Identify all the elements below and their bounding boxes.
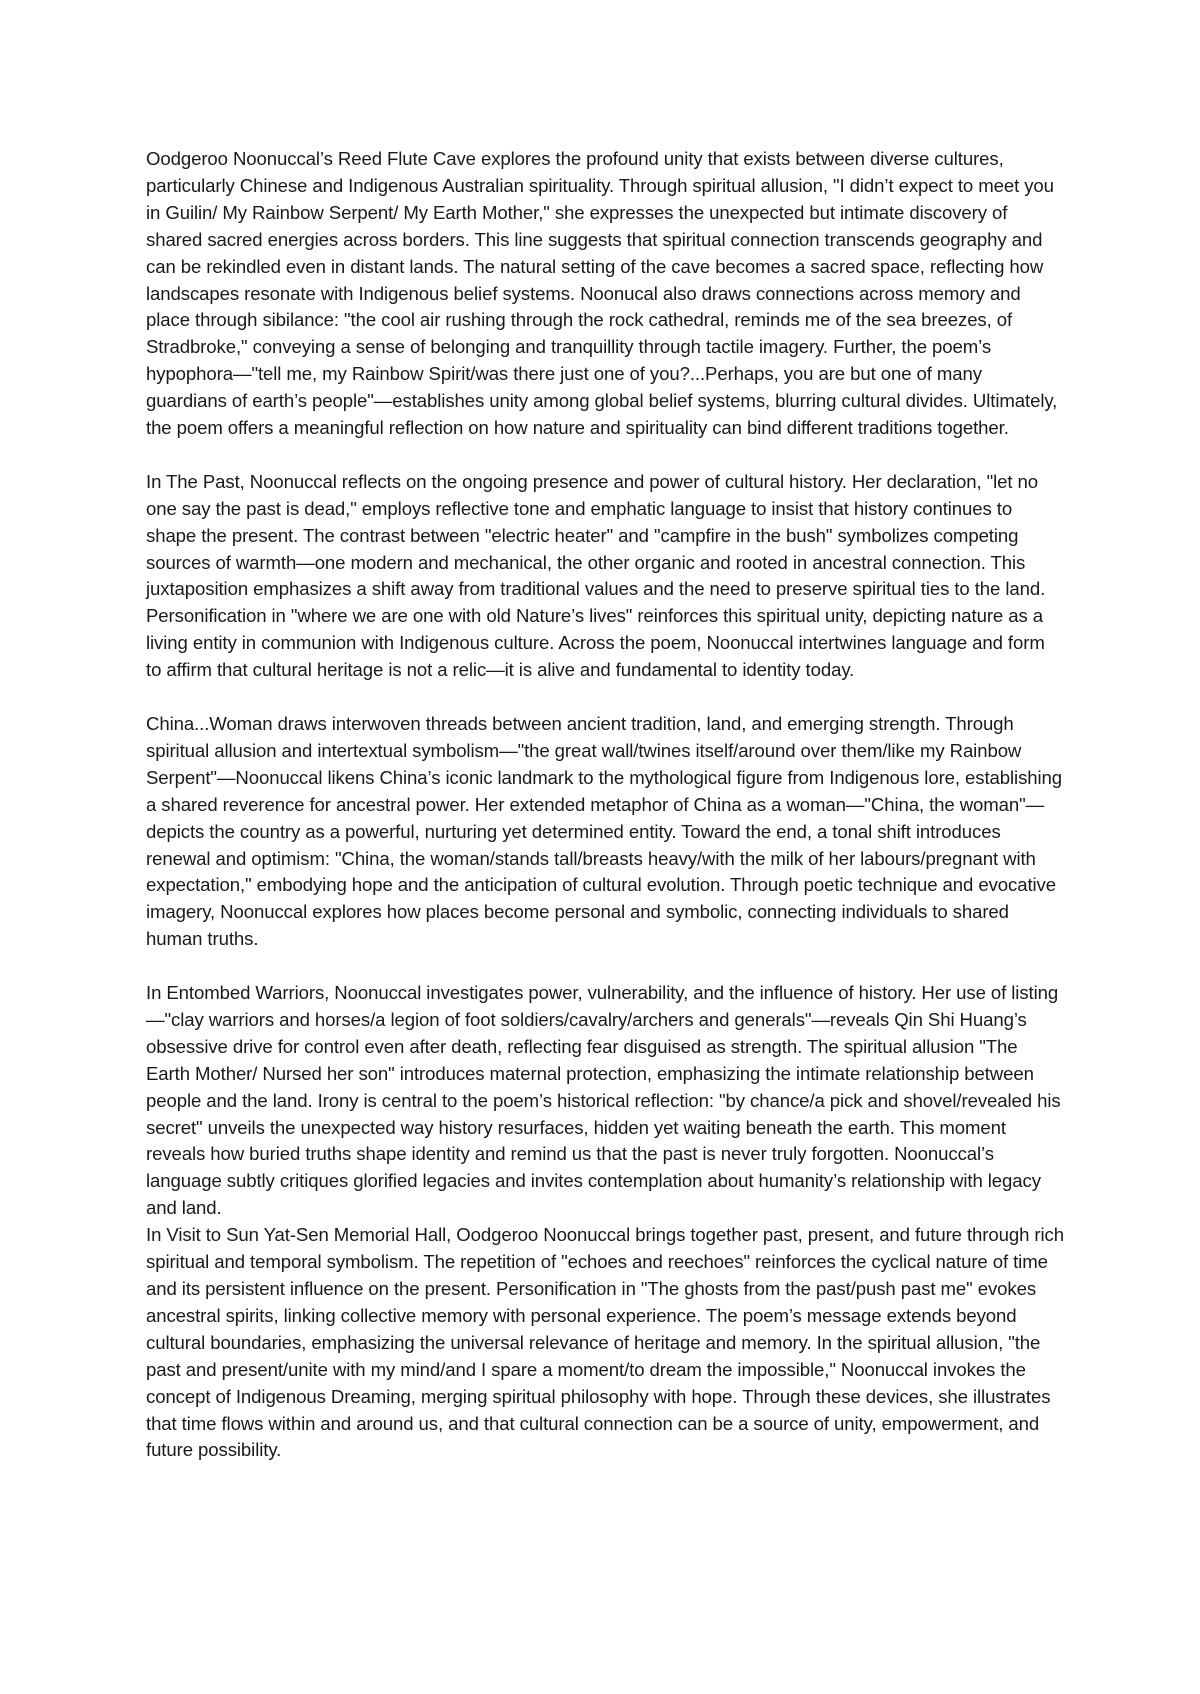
paragraph-sun-yat-sen-memorial-hall: In Visit to Sun Yat-Sen Memorial Hall, Oodgeroo Noonuccal brings together past, present, and future through rich spiritual and temporal symbolism. The repetition of "echoes and reechoes" reinforces the cyclical nature of time and its persistent influence on the present. Personification in "The ghosts from the past/push past me" evokes ancestral spirits, linking collective memory with personal experience. The poem’s message extends beyond cultural boundaries, emphasizing the universal relevance of heritage and memory. In the spiritual allusion, "the past and present/unite with my mind/and I spare a moment/to dream the impossible," Noonuccal invokes the concept of Indigenous Dreaming, merging spiritual philosophy with hope. Through these devices, she illustrates that time flows within and around us, and that cultural connection can be a source of unity, empowerment, and future possibility. [146, 1224, 1064, 1461]
paragraph-reed-flute-cave: Oodgeroo Noonuccal’s Reed Flute Cave explores the profound unity that exists between diverse cultures, particularly Chinese and Indigenous Australian spirituality. Through spiritual allusion, "I didn’t expect to meet you in Guilin/ My Rainbow Serpent/ My Earth Mother," she expresses the unexpected but intimate discovery of shared sacred energies across borders. This line suggests that spiritual connection transcends geography and can be rekindled even in distant lands. The natural setting of the cave becomes a sacred space, reflecting how landscapes resonate with Indigenous belief systems. Noonucal also draws connections across memory and place through sibilance: "the cool air rushing through the rock cathedral, reminds me of the sea breezes, of Stradbroke," conveying a sense of belonging and tranquillity through tactile imagery. Further, the poem’s hypophora—"tell me, my Rainbow Spirit/was there just one of you?...Perhaps, you are but one of many guardians of earth’s people"—establishes unity among global belief systems, blurring cultural divides. Ultimately, the poem offers a meaningful reflection on how nature and spirituality can bind different traditions together. [146, 148, 1058, 439]
document-body [146, 146, 1064, 1464]
paragraph-the-past: In The Past, Noonuccal reflects on the ongoing presence and power of cultural history. Her declaration, "let no one say the past is dead," employs reflective tone and emphatic language to insist that history continues to shape the present. The contrast between "electric heater" and "campfire in the bush" symbolizes competing sources of warmth—one modern and mechanical, the other organic and rooted in ancestral connection. This juxtaposition emphasizes a shift away from traditional values and the need to preserve spiritual ties to the land. Personification in "where we are one with old Nature’s lives" reinforces this spiritual unity, depicting nature as a living entity in communion with Indigenous culture. Across the poem, Noonuccal intertwines language and form to affirm that cultural heritage is not a relic—it is alive and fundamental to identity today. [146, 470, 1046, 681]
paragraph-china-woman: China...Woman draws interwoven threads between ancient tradition, land, and emerging strength. Through spiritual allusion and intertextual symbolism—"the great wall/twines itself/around over them/like my Rainbow Serpent"—Noonuccal likens China’s iconic landmark to the mythological figure from Indigenous lore, establishing a shared reverence for ancestral power. Her extended metaphor of China as a woman—"China, the woman"—depicts the country as a powerful, nurturing yet determined entity. Toward the end, a tonal shift introduces renewal and optimism: "China, the woman/stands tall/breasts heavy/with the milk of her labours/pregnant with expectation," embodying hope and the anticipation of cultural evolution. Through poetic technique and evocative imagery, Noonuccal explores how places become personal and symbolic, connecting individuals to shared human truths. [146, 713, 1063, 950]
paragraph-entombed-warriors: In Entombed Warriors, Noonuccal investigates power, vulnerability, and the influence of history. Her use of listing—"clay warriors and horses/a legion of foot soldiers/cavalry/archers and generals"—reveals Qin Shi Huang’s obsessive drive for control even after death, reflecting fear disguised as strength. The spiritual allusion "The Earth Mother/ Nursed her son" introduces maternal protection, emphasizing the intimate relationship between people and the land. Irony is central to the poem’s historical reflection: "by chance/a pick and shovel/revealed his secret" unveils the unexpected way history resurfaces, hidden yet waiting beneath the earth. This moment reveals how buried truths shape identity and remind us that the past is never truly forgotten. Noonuccal’s language subtly critiques glorified legacies and invites contemplation about humanity’s relationship with legacy and land. [146, 982, 1061, 1219]
